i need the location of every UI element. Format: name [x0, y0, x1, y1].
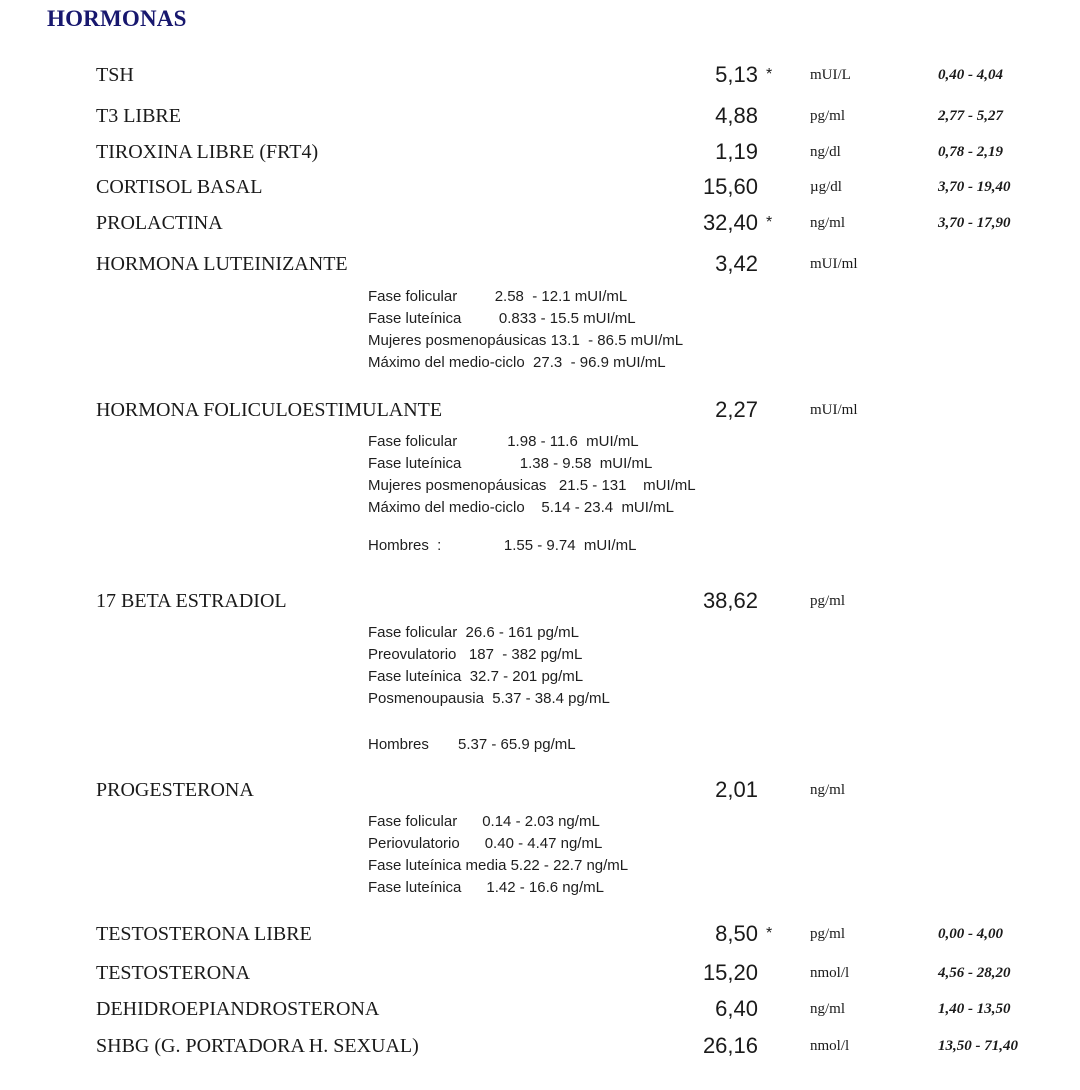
result-row-estradiol [0, 586, 1080, 616]
result-row-fsh [0, 395, 1080, 425]
result-row-t3-libre [0, 101, 1080, 131]
test-unit: mUI/ml [810, 256, 858, 272]
test-unit: nmol/l [810, 965, 850, 981]
reference-line: Máximo del medio-ciclo 27.3 - 96.9 mUI/mL [368, 354, 666, 371]
reference-spacer [368, 519, 696, 535]
reference-range: 0,40 - 4,04 [938, 67, 1003, 83]
reference-line: Fase folicular 0.14 - 2.03 ng/mL [368, 813, 600, 830]
reference-line: Mujeres posmenopáusicas 13.1 - 86.5 mUI/mL [368, 332, 684, 349]
test-name: SHBG (G. PORTADORA H. SEXUAL) [96, 1035, 419, 1057]
reference-range: 2,77 - 5,27 [938, 108, 1003, 124]
reference-range: 4,56 - 28,20 [938, 965, 1011, 981]
test-unit: ng/ml [810, 782, 846, 798]
reference-line: Fase luteínica 1.38 - 9.58 mUI/mL [368, 455, 653, 472]
test-value: 2,27 [715, 397, 758, 422]
test-name: T3 LIBRE [96, 105, 181, 127]
test-value: 8,50 [715, 921, 758, 946]
reference-line: Fase luteínica 0.833 - 15.5 mUI/mL [368, 310, 636, 327]
test-name: CORTISOL BASAL [96, 176, 263, 198]
test-value: 5,13 [715, 62, 758, 87]
test-value: 6,40 [715, 996, 758, 1021]
test-value: 32,40 [702, 210, 758, 235]
test-name: TESTOSTERONA [96, 962, 251, 984]
test-value: 1,19 [715, 139, 758, 164]
test-name: TIROXINA LIBRE (FRT4) [96, 141, 319, 163]
result-row-testosterona-libre [0, 919, 1080, 949]
reference-range: 3,70 - 19,40 [938, 179, 1011, 195]
test-unit: mUI/ml [810, 402, 858, 418]
test-name: HORMONA LUTEINIZANTE [96, 253, 348, 275]
reference-line: Mujeres posmenopáusicas 21.5 - 131 mUI/mL [368, 477, 696, 494]
reference-line: Posmenoupausia 5.37 - 38.4 pg/mL [368, 690, 610, 707]
reference-line: Fase luteínica 32.7 - 201 pg/mL [368, 668, 584, 685]
result-row-progesterona [0, 775, 1080, 805]
test-unit: ng/ml [810, 215, 846, 231]
reference-line: Fase folicular 1.98 - 11.6 mUI/mL [368, 433, 639, 450]
test-unit: nmol/l [810, 1038, 850, 1054]
test-unit: ng/ml [810, 1001, 846, 1017]
reference-block-progesterona [368, 811, 628, 899]
test-value: 38,62 [702, 588, 758, 613]
test-name: TESTOSTERONA LIBRE [96, 923, 312, 945]
result-row-lh [0, 249, 1080, 279]
reference-range: 0,00 - 4,00 [938, 926, 1003, 942]
test-unit: pg/ml [810, 108, 846, 124]
test-unit: pg/ml [810, 926, 846, 942]
test-name: PROGESTERONA [96, 779, 254, 801]
reference-range: 0,78 - 2,19 [938, 144, 1003, 160]
abnormal-flag: * [766, 925, 773, 942]
abnormal-flag: * [766, 214, 773, 231]
test-name: TSH [96, 64, 134, 86]
result-row-cortisol-basal [0, 172, 1080, 202]
test-name: HORMONA FOLICULOESTIMULANTE [96, 399, 443, 421]
reference-line: Hombres 5.37 - 65.9 pg/mL [368, 736, 576, 753]
test-value: 15,60 [702, 174, 758, 199]
test-value: 2,01 [715, 777, 758, 802]
test-value: 15,20 [702, 960, 758, 985]
reference-line: Preovulatorio 187 - 382 pg/mL [368, 646, 583, 663]
reference-block-fsh [368, 431, 696, 557]
result-row-dhea [0, 994, 1080, 1024]
test-name: 17 BETA ESTRADIOL [96, 590, 287, 612]
reference-block-estradiol [368, 622, 610, 756]
section-title: HORMONAS [47, 6, 187, 31]
reference-line: Periovulatorio 0.40 - 4.47 ng/mL [368, 835, 603, 852]
reference-line: Máximo del medio-ciclo 5.14 - 23.4 mUI/mL [368, 499, 674, 516]
test-unit: ng/dl [810, 144, 841, 160]
result-row-shbg [0, 1031, 1080, 1061]
reference-range: 13,50 - 71,40 [938, 1038, 1018, 1054]
reference-block-lh [368, 286, 683, 374]
reference-spacer [368, 710, 610, 734]
test-value: 4,88 [715, 103, 758, 128]
test-unit: µg/dl [810, 179, 842, 195]
result-row-testosterona [0, 958, 1080, 988]
result-row-tsh [0, 60, 1080, 90]
reference-line: Fase luteínica media 5.22 - 22.7 ng/mL [368, 857, 629, 874]
test-unit: pg/ml [810, 593, 846, 609]
reference-range: 3,70 - 17,90 [938, 215, 1011, 231]
test-name: DEHIDROEPIANDROSTERONA [96, 998, 380, 1020]
test-unit: mUI/L [810, 67, 851, 83]
result-row-tiroxina-libre [0, 137, 1080, 167]
reference-line: Hombres : 1.55 - 9.74 mUI/mL [368, 537, 637, 554]
reference-line: Fase folicular 2.58 - 12.1 mUI/mL [368, 288, 628, 305]
reference-range: 1,40 - 13,50 [938, 1001, 1011, 1017]
abnormal-flag: * [766, 66, 773, 83]
reference-line: Fase luteínica 1.42 - 16.6 ng/mL [368, 879, 604, 896]
test-name: PROLACTINA [96, 212, 223, 234]
test-value: 3,42 [715, 251, 758, 276]
reference-line: Fase folicular 26.6 - 161 pg/mL [368, 624, 579, 641]
result-row-prolactina [0, 208, 1080, 238]
test-value: 26,16 [702, 1033, 758, 1058]
